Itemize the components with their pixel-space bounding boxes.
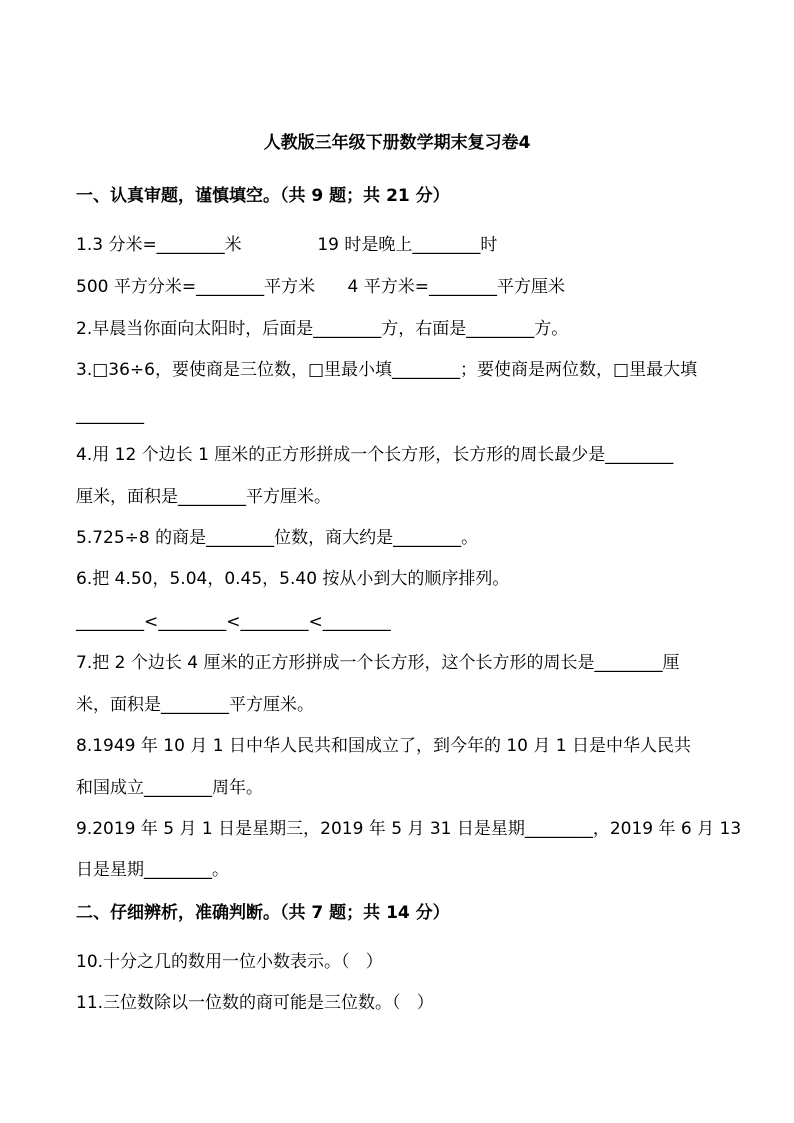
section-2-heading: 二、仔细辨析，准确判断。（共 7 题；共 14 分） xyxy=(76,903,450,923)
question-8a: 8.1949 年 10 月 1 日中华人民共和国成立了，到今年的 10 月 1 日是中华人民共 xyxy=(76,736,692,756)
question-11: 11.三位数除以一位数的商可能是三位数。（ ） xyxy=(76,993,434,1013)
question-9b: 日是星期________。 xyxy=(76,860,229,880)
question-3-blank: ________ xyxy=(76,405,144,425)
question-2: 2.早晨当你面向太阳时，后面是________方，右面是________方。 xyxy=(76,319,569,339)
question-3: 3.□36÷6，要使商是三位数，□里最小填________；要使商是两位数，□里最大填 xyxy=(76,360,698,380)
question-1a: 1.3 分米=________米 19 时是晚上________时 xyxy=(76,235,498,255)
question-7a: 7.把 2 个边长 4 厘米的正方形拼成一个长方形，这个长方形的周长是________厘 xyxy=(76,653,680,673)
question-6: 6.把 4.50，5.04，0.45，5.40 按从小到大的顺序排列。 xyxy=(76,569,510,589)
question-10: 10.十分之几的数用一位小数表示。（ ） xyxy=(76,952,383,972)
question-1b: 500 平方分米=________平方米 4 平方米=________平方厘米 xyxy=(76,277,565,297)
question-7b: 米，面积是________平方厘米。 xyxy=(76,695,314,715)
question-4b: 厘米，面积是________平方厘米。 xyxy=(76,487,331,507)
question-9a: 9.2019 年 5 月 1 日是星期三，2019 年 5 月 31 日是星期________，2019 年 6 月 13 xyxy=(76,819,742,839)
question-6-blanks: ________<________<________<________ xyxy=(76,612,391,632)
question-8b: 和国成立________周年。 xyxy=(76,778,263,798)
question-4a: 4.用 12 个边长 1 厘米的正方形拼成一个长方形，长方形的周长最少是________ xyxy=(76,445,674,465)
section-1-heading: 一、认真审题，谨慎填空。（共 9 题；共 21 分） xyxy=(76,186,450,206)
question-5: 5.725÷8 的商是________位数，商大约是________。 xyxy=(76,528,479,548)
page-title: 人教版三年级下册数学期末复习卷4 xyxy=(263,133,531,153)
